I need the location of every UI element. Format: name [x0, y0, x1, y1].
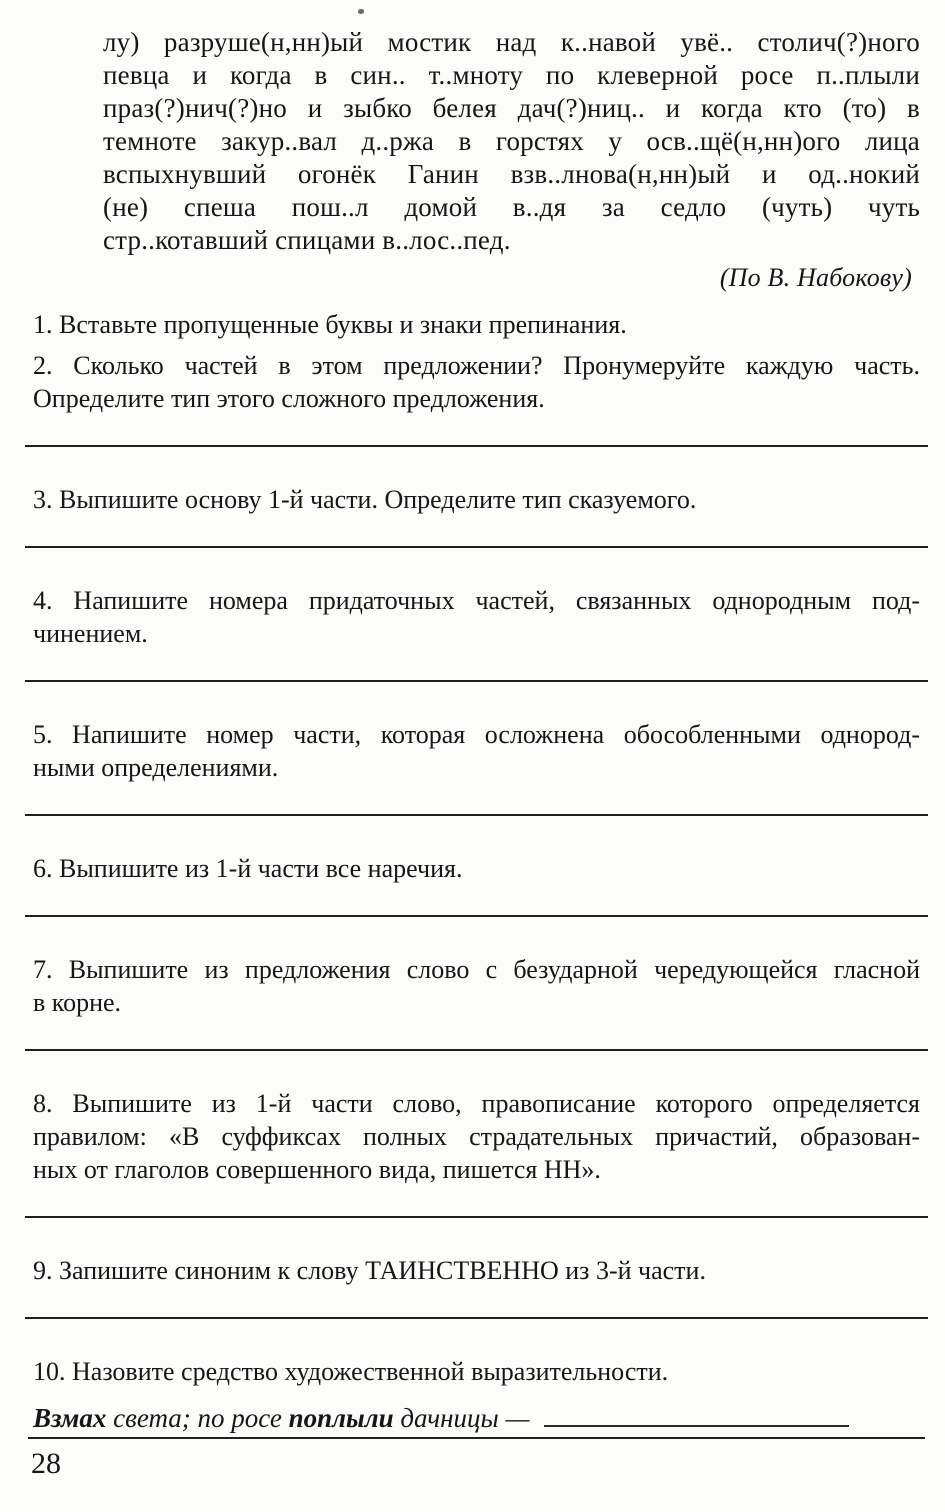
answer-line: [25, 915, 928, 917]
dictation-text: [103, 26, 920, 294]
answer-blank: [544, 1398, 849, 1427]
dictation-line: стр..котавший спицами в..лос..пед.: [103, 225, 511, 255]
answer-line: [25, 445, 928, 447]
dictation-line: темноте закур..вал д..ржа в горстях у осв..щё(н,нн)ого лица: [103, 126, 920, 156]
task-text: 3. Выпишите основу 1-й части. Определите тип сказуемого.: [33, 485, 697, 514]
task-list: [33, 308, 920, 1435]
task-text: ных от глаголов совершенного вида, пишется НН».: [33, 1155, 601, 1184]
dictation-line: лу) разруше(н,нн)ый мостик над к..навой увё.. столич(?)ного: [103, 27, 920, 57]
task-text: Определите тип этого сложного предложения.: [33, 384, 545, 413]
task-text: 6. Выпишите из 1-й части все наречия.: [33, 854, 463, 883]
task-text: 10. Назовите средство художественной выразительности.: [33, 1357, 669, 1386]
task-text: 9. Запишите синоним к слову ТАИНСТВЕННО из 3-й части.: [33, 1256, 706, 1285]
task-text: 5. Напишите номер части, которая осложнена обособленными однород-: [33, 720, 920, 749]
page-number: 28: [31, 1447, 61, 1480]
task-text: ными определениями.: [33, 753, 279, 782]
task-1: [33, 308, 920, 341]
task-3: [33, 483, 920, 516]
task-text: 7. Выпишите из предложения слово с безударной чередующейся гласной: [33, 955, 920, 984]
scan-artifact-mark: [358, 9, 364, 14]
task-5: [33, 718, 920, 784]
task-6: [33, 852, 920, 885]
task-text: чинением.: [33, 619, 148, 648]
answer-line: [25, 1216, 928, 1218]
task-text: 4. Напишите номера придаточных частей, связанных однородным под-: [33, 586, 920, 615]
answer-line: [25, 546, 928, 548]
phrase-word-bold: поплыли: [288, 1403, 394, 1433]
task-text: 2. Сколько частей в этом предложении? Пронумеруйте каждую часть.: [33, 351, 920, 380]
task-10: [33, 1355, 920, 1388]
task-text: в корне.: [33, 988, 122, 1017]
task-2: [33, 349, 920, 415]
task-text: правилом: «В суффиксах полных страдательных причастий, образован-: [33, 1122, 920, 1151]
answer-line: [25, 1317, 928, 1319]
attribution: (По В. Набокову): [719, 263, 912, 292]
task-9: [33, 1254, 920, 1287]
task-text: 8. Выпишите из 1-й части слово, правописание которого определяется: [33, 1089, 920, 1118]
answer-line: [25, 680, 928, 682]
task-text: 1. Вставьте пропущенные буквы и знаки препинания.: [33, 310, 627, 339]
dictation-line: (не) спеша пош..л домой в..дя за седло (чуть) чуть: [103, 192, 920, 222]
phrase-word-bold: Взмах: [33, 1403, 107, 1433]
task-7: [33, 953, 920, 1019]
phrase-text: дачницы —: [393, 1403, 537, 1433]
dictation-line: певца и когда в син.. т..мноту по клеверной росе п..плыли: [103, 60, 920, 90]
answer-line: [25, 814, 928, 816]
task-4: [33, 584, 920, 650]
task-8: [33, 1087, 920, 1186]
example-phrase: [33, 1398, 920, 1435]
phrase-text: света; по росе: [106, 1403, 289, 1433]
answer-line: [25, 1049, 928, 1051]
dictation-line: праз(?)нич(?)но и зыбко белея дач(?)ниц.. и когда кто (то) в: [103, 93, 920, 123]
footer-rule: [28, 1437, 925, 1439]
dictation-line: вспыхнувший огонёк Ганин взв..лнова(н,нн)ый и од..нокий: [103, 159, 920, 189]
